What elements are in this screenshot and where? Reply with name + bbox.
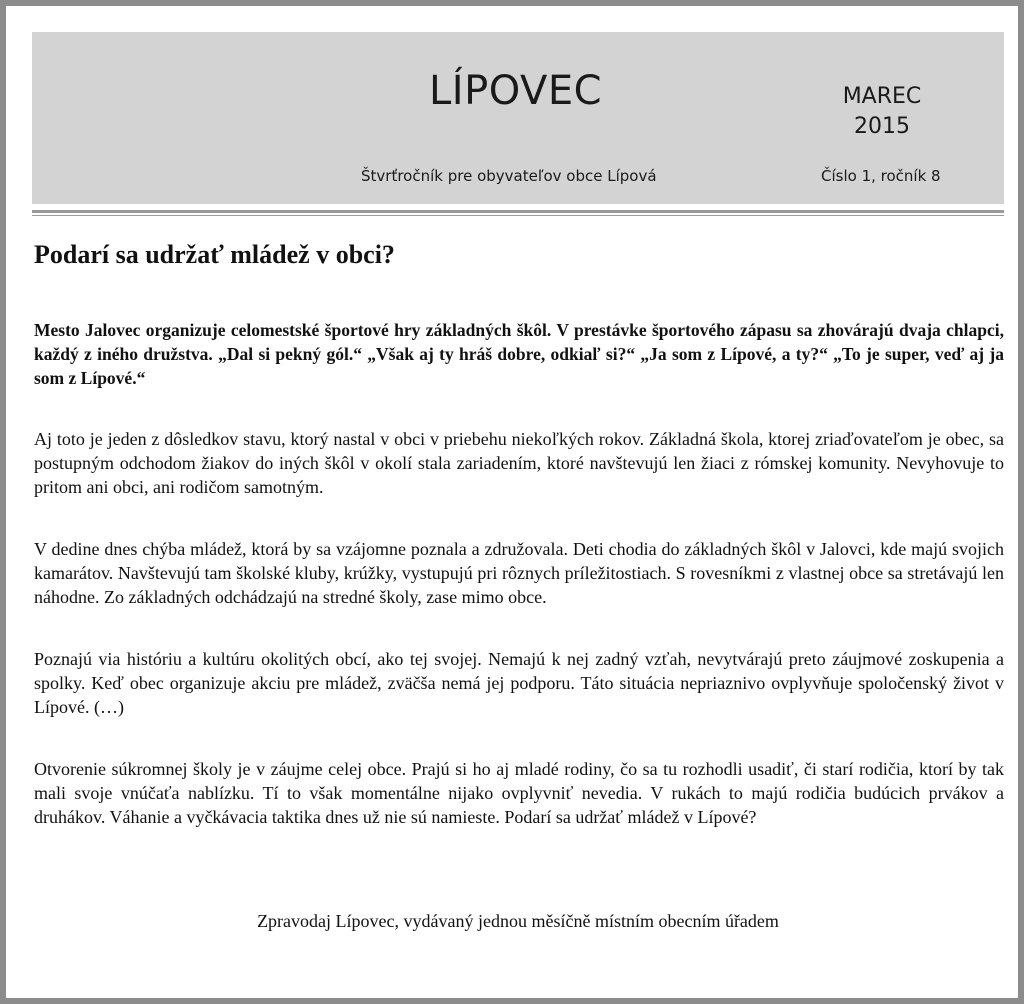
article-body [34,318,1004,867]
article-paragraph: Aj toto je jeden z dôsledkov stavu, ktorý nastal v obci v priebehu niekoľkých rokov. Základná škola, ktorej zriaďovateľom je obec, sa postupným odchodom žiakov do iných škôl v okolí stala zariadením, ktoré navštevujú len žiaci z rómskej komunity. Nevyhovuje to pritom ani obci, ani rodičom samotným. [34,429,1004,497]
issue-number: Číslo 1, ročník 8 [821,167,941,185]
issue-date [822,82,942,142]
footer-note: Zpravodaj Lípovec, vydávaný jednou měsíčně místním obecním úřadem [257,911,779,931]
newsletter-subtitle: Štvrťročník pre obyvateľov obce Lípová [361,167,657,185]
article-paragraph: V dedine dnes chýba mládež, ktorá by sa vzájomne poznala a združovala. Deti chodia do základných škôl v Jalovci, kde majú svojich kamarátov. Navštevujú tam školské kluby, krúžky, vystupujú pri rôznych príležitostiach. S rovesníkmi z vlastnej obce sa stretávajú len náhodne. Zo základných odchádzajú na stredné školy, zase mimo obce. [34,539,1004,607]
article-lead: Mesto Jalovec organizuje celomestské športové hry základných škôl. V prestávke športového zápasu sa zhovárajú dvaja chlapci, každý z iného družstva. „Dal si pekný gól.“ „Však aj ty hráš dobre, odkiaľ si?“ „Ja som z Lípové, a ty?“ „To je super, veď aj ja som z Lípové.“ [34,320,1004,388]
header-divider-thin [32,215,1004,216]
issue-year: 2015 [854,114,910,139]
newsletter-title: LÍPOVEC [429,68,603,114]
article-paragraph: Poznajú via históriu a kultúru okolitých obcí, ako tej svojej. Nemajú k nej zadný vzťah, nevytvárajú preto záujmové zoskupenia a spolky. Keď obec organizuje akciu pre mládež, zväčša nemá jej podporu. Táto situácia nepriaznivo ovplyvňuje spoločenský život v Lípové. (…) [34,649,1004,717]
masthead [32,32,1004,204]
header-divider-thick [32,210,1004,213]
article-paragraph: Otvorenie súkromnej školy je v záujme celej obce. Prajú si ho aj mladé rodiny, čo sa tu rozhodli usadiť, či starí rodičia, ktorí by tak mali svoje vnúčaťa nablízku. Tí to však momentálne nijako ovplyvniť nevedia. V rukách to majú rodičia budúcich prvákov a druhákov. Váhanie a vyčkávacia taktika dnes už nie sú namieste. Podarí sa udržať mládež v Lípové? [34,759,1004,827]
article-title: Podarí sa udržať mládež v obci? [34,240,395,269]
issue-month: MAREC [842,84,922,109]
